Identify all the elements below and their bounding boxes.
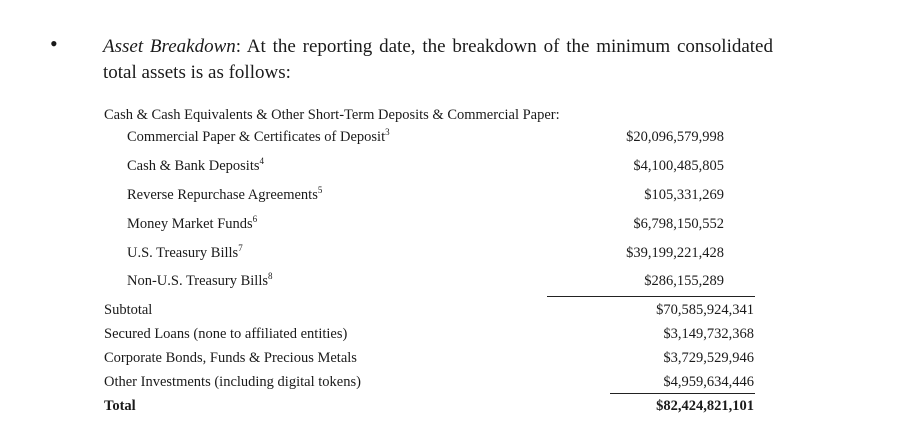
total-row [0, 398, 900, 418]
table-row [0, 129, 900, 149]
row-label: Money Market Funds$^6$ [127, 214, 258, 232]
row-label: Non-U.S. Treasury Bills$^8$ [127, 271, 273, 289]
total-value: $82,424,821,101 [656, 398, 754, 414]
row-label: Commercial Paper & Certificates of Deposit$^3$ [127, 127, 390, 145]
row-value: $3,149,732,368 [663, 326, 754, 342]
subtotal-label: Subtotal [104, 302, 153, 318]
table-row [0, 216, 900, 236]
intro-paragraph [103, 34, 773, 86]
footnote-ref: 8 [268, 271, 273, 281]
intro-lead: Asset Breakdown [103, 36, 236, 57]
row-value: $286,155,289 [644, 273, 724, 289]
row-value: $4,100,485,805 [633, 158, 724, 174]
row-value: $105,331,269 [644, 187, 724, 203]
table-row [0, 158, 900, 178]
table-row [0, 245, 900, 265]
row-label: Corporate Bonds, Funds & Precious Metals [104, 350, 357, 366]
row-label: Cash & Bank Deposits$^4$ [127, 156, 265, 174]
section-header-row [0, 107, 900, 127]
row-value: $3,729,529,946 [663, 350, 754, 366]
row-value: $6,798,150,552 [633, 216, 724, 232]
section-header: Cash & Cash Equivalents & Other Short-Term Deposits & Commercial Paper: [104, 107, 560, 123]
bullet-point: • [50, 31, 58, 56]
footnote-ref: 3 [385, 127, 390, 137]
footnote-ref: 4 [259, 156, 265, 166]
table-row [0, 374, 900, 394]
subtotal-value: $70,585,924,341 [656, 302, 754, 318]
table-row [0, 350, 900, 370]
total-label: Total [104, 398, 136, 414]
subtotal-row [0, 302, 900, 322]
subtotal-rule [547, 296, 755, 297]
table-row [0, 326, 900, 346]
row-value: $39,199,221,428 [626, 245, 724, 261]
row-label: Reverse Repurchase Agreements$^5$ [127, 185, 323, 203]
row-label: Other Investments (including digital tokens) [104, 374, 361, 390]
total-rule [610, 393, 755, 394]
row-label: U.S. Treasury Bills$^7$ [127, 243, 243, 261]
footnote-ref: 7 [238, 243, 243, 253]
table-row [0, 187, 900, 207]
footnote-ref: 6 [252, 214, 258, 224]
footnote-ref: 5 [317, 185, 323, 195]
row-value: $20,096,579,998 [626, 129, 724, 145]
row-label: Secured Loans (none to affiliated entities) [104, 326, 348, 342]
table-row [0, 273, 900, 293]
intro-text: : At the reporting date, the breakdown of the minimum consolidated total assets is as follows: [103, 36, 773, 83]
row-value: $4,959,634,446 [663, 374, 754, 390]
